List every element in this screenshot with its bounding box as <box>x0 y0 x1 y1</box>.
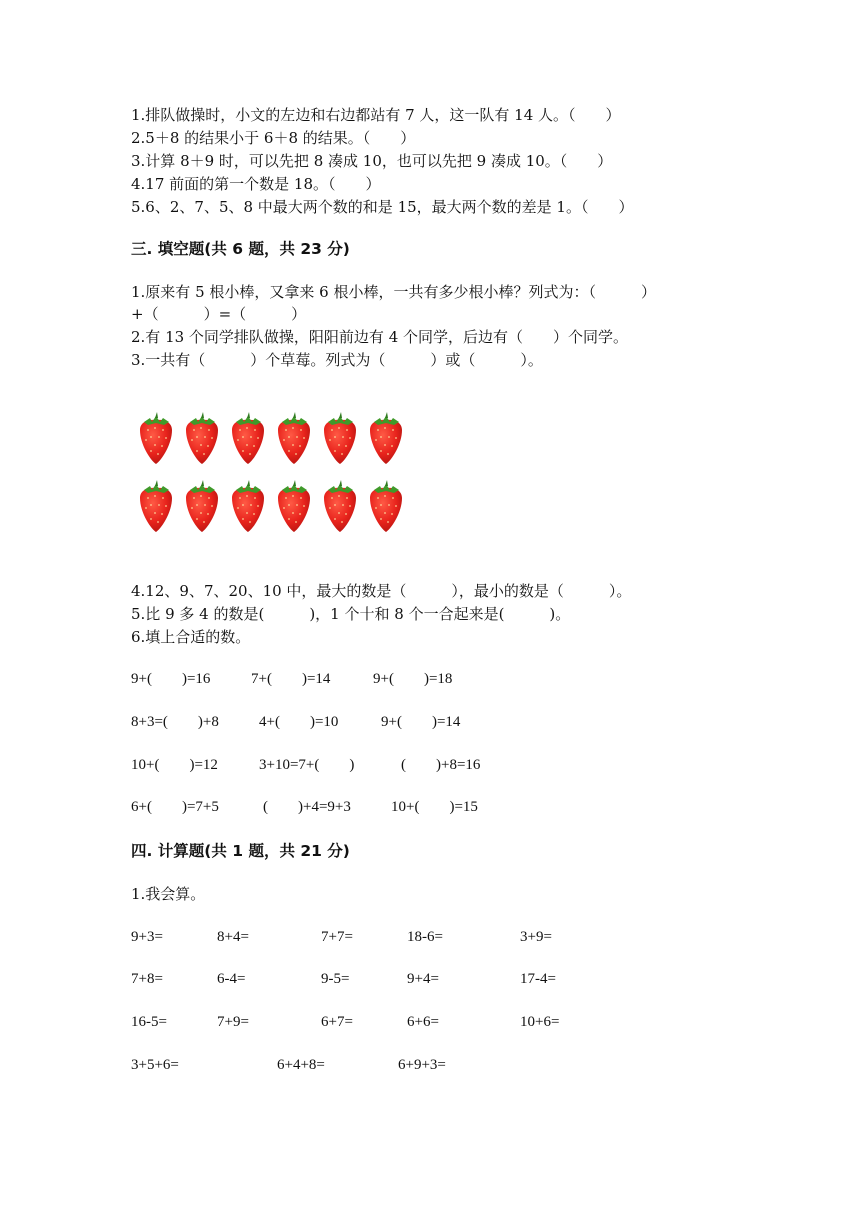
calc-cell: 17-4= <box>520 971 556 987</box>
judge-item-2: 2.5＋8 的结果小于 6＋8 的结果。（ ） <box>131 129 416 147</box>
fill-grid-cell: 7+( )=14 <box>251 671 331 687</box>
calc-cell: 9-5= <box>321 971 350 987</box>
fill-q2: 2.有 13 个同学排队做操，阳阳前边有 4 个同学，后边有（ ）个同学。 <box>131 328 629 346</box>
calc-cell: 6+4+8= <box>277 1057 325 1073</box>
calc-cell: 9+4= <box>407 971 439 987</box>
fill-grid-cell: 8+3=( )+8 <box>131 714 219 730</box>
strawberry <box>324 412 356 464</box>
strawberry <box>140 480 172 532</box>
calc-cell: 3+9= <box>520 929 552 945</box>
judge-item-1: 1.排队做操时，小文的左边和右边都站有 7 人，这一队有 14 人。（ ） <box>131 106 621 124</box>
strawberry <box>232 412 264 464</box>
strawberry <box>324 480 356 532</box>
strawberry-picture <box>136 408 416 536</box>
calc-cell: 7+8= <box>131 971 163 987</box>
strawberry <box>232 480 264 532</box>
fill-grid-cell: ( )+8=16 <box>401 757 481 773</box>
calc-cell: 7+9= <box>217 1014 249 1030</box>
strawberry <box>186 480 218 532</box>
calc-cell: 18-6= <box>407 929 443 945</box>
fill-grid-cell: 9+( )=18 <box>373 671 453 687</box>
fill-grid-cell: 6+( )=7+5 <box>131 799 219 815</box>
fill-grid-cell: 4+( )=10 <box>259 714 339 730</box>
judge-item-5: 5.6、2、7、5、8 中最大两个数的和是 15，最大两个数的差是 1。（ ） <box>131 198 634 216</box>
fill-grid-cell: 3+10=7+( ) <box>259 757 355 773</box>
judge-item-4: 4.17 前面的第一个数是 18。（ ） <box>131 175 381 193</box>
fill-q3: 3.一共有（ ）个草莓。列式为（ ）或（ ）。 <box>131 351 543 369</box>
judge-item-3: 3.计算 8＋9 时，可以先把 8 凑成 10，也可以先把 9 凑成 10。（ ） <box>131 152 613 170</box>
strawberry <box>140 412 172 464</box>
fill-q4: 4.12、9、7、20、10 中，最大的数是（ ），最小的数是（ ）。 <box>131 582 632 600</box>
fill-grid-cell: 10+( )=12 <box>131 757 218 773</box>
strawberry <box>370 412 402 464</box>
fill-q5: 5.比 9 多 4 的数是( )，1 个十和 8 个一合起来是( )。 <box>131 605 571 623</box>
strawberry <box>278 480 310 532</box>
calc-cell: 6-4= <box>217 971 246 987</box>
fill-q1-line1: 1.原来有 5 根小棒，又拿来 6 根小棒，一共有多少根小棒？列式为：（ ） <box>131 283 656 301</box>
calc-cell: 6+6= <box>407 1014 439 1030</box>
calc-cell: 8+4= <box>217 929 249 945</box>
section-fill-title: 三. 填空题(共 6 题，共 23 分) <box>131 240 350 258</box>
calc-cell: 6+7= <box>321 1014 353 1030</box>
calc-cell: 10+6= <box>520 1014 560 1030</box>
fill-grid-cell: 10+( )=15 <box>391 799 478 815</box>
calc-q1: 1.我会算。 <box>131 885 206 903</box>
calc-cell: 6+9+3= <box>398 1057 446 1073</box>
strawberry <box>186 412 218 464</box>
strawberry <box>278 412 310 464</box>
fill-grid-cell: 9+( )=16 <box>131 671 211 687</box>
calc-cell: 9+3= <box>131 929 163 945</box>
fill-q1-line2: +（ ）=（ ） <box>131 305 307 323</box>
calc-cell: 3+5+6= <box>131 1057 179 1073</box>
fill-q6: 6.填上合适的数。 <box>131 628 251 646</box>
calc-cell: 16-5= <box>131 1014 167 1030</box>
fill-grid-cell: 9+( )=14 <box>381 714 461 730</box>
fill-grid-cell: ( )+4=9+3 <box>263 799 351 815</box>
section-calc-title: 四. 计算题(共 1 题，共 21 分) <box>131 842 350 860</box>
strawberry <box>370 480 402 532</box>
calc-cell: 7+7= <box>321 929 353 945</box>
